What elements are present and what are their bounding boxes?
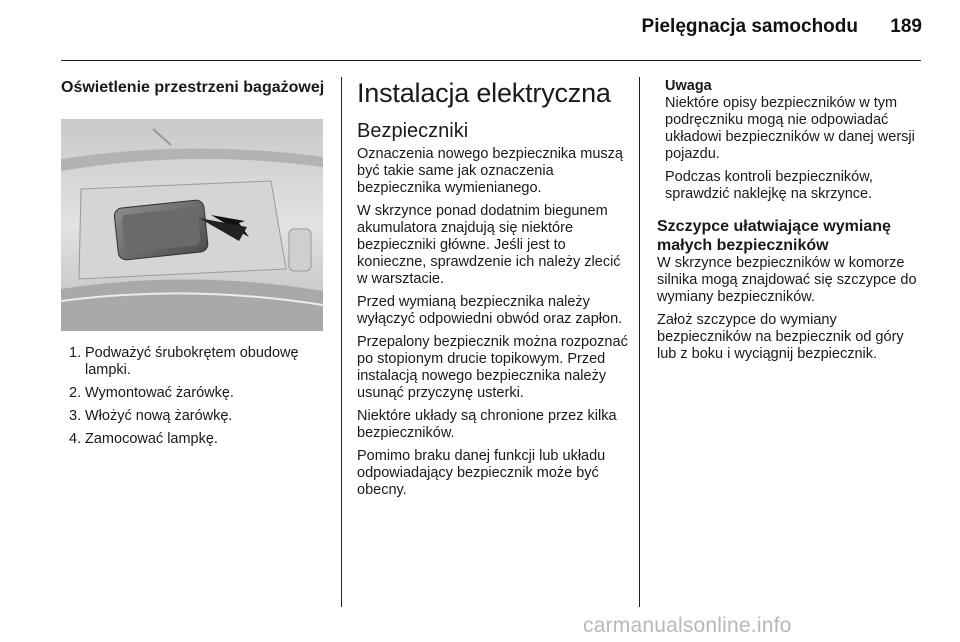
page-number: 189 bbox=[890, 16, 922, 37]
paragraph: Założ szczypce do wymiany bezpieczników na bezpiecznik od góry lub z boku i wyciągnij bezpiecznik. bbox=[657, 312, 904, 362]
middle-column bbox=[357, 78, 629, 505]
paragraph: Przed wymianą bezpiecznika należy wyłączyć odpowiedni obwód oraz zapłon. bbox=[357, 294, 623, 327]
replacement-steps bbox=[61, 345, 329, 448]
trunk-light-figure bbox=[61, 119, 323, 331]
paragraph: W skrzynce bezpieczników w komorze silnika mogą znajdować się szczypce do wymiany bezpieczników. bbox=[657, 255, 917, 305]
list-item: 2. Wymontować żarówkę. bbox=[69, 385, 234, 401]
list-item: 4. Zamocować lampkę. bbox=[69, 431, 218, 447]
trunk-light-heading: Oświetlenie przestrzeni bagażowej bbox=[61, 79, 325, 96]
fuses-heading: Bezpieczniki bbox=[357, 120, 469, 142]
right-column bbox=[657, 78, 927, 369]
note-label: Uwaga bbox=[665, 78, 712, 94]
trunk-light-illustration bbox=[61, 119, 323, 331]
paragraph: W skrzynce ponad dodatnim biegunem akumulatora znajdują się niektóre bezpieczniki główne. Jeśli jest to konieczne, sprawdzenie ich należy zlecić w warsztacie. bbox=[357, 203, 621, 287]
fuse-puller-heading: Szczypce ułatwiające wymianę małych bezpieczników bbox=[657, 218, 891, 254]
column-divider bbox=[639, 77, 640, 607]
chapter-title: Instalacja elektryczna bbox=[357, 78, 611, 108]
column-divider bbox=[341, 77, 342, 607]
paragraph: Pomimo braku danej funkcji lub układu odpowiadający bezpiecznik może być obecny. bbox=[357, 448, 606, 498]
header-rule bbox=[61, 60, 921, 61]
list-item: 1. Podważyć śrubokrętem obudowę lampki. bbox=[69, 345, 299, 378]
watermark: carmanualsonline.info bbox=[583, 614, 792, 637]
paragraph: Niektóre układy są chronione przez kilka bezpieczników. bbox=[357, 408, 617, 441]
left-column bbox=[61, 78, 329, 454]
note-paragraph: Podczas kontroli bezpieczników, sprawdzić naklejkę na skrzynce. bbox=[665, 169, 873, 202]
paragraph: Oznaczenia nowego bezpiecznika muszą być takie same jak oznaczenia bezpiecznika wymienianego. bbox=[357, 146, 623, 196]
note-paragraph: Niektóre opisy bezpieczników w tym podręczniku mogą nie odpowiadać układowi bezpieczników w danej wersji pojazdu. bbox=[665, 95, 915, 162]
header-title: Pielęgnacja samochodu bbox=[641, 16, 858, 37]
paragraph: Przepalony bezpiecznik można rozpoznać po stopionym drucie topikowym. Przed instalacją nowego bezpiecznika należy usunąć przyczynę usterki. bbox=[357, 334, 628, 401]
list-item: 3. Włożyć nową żarówkę. bbox=[69, 408, 233, 424]
